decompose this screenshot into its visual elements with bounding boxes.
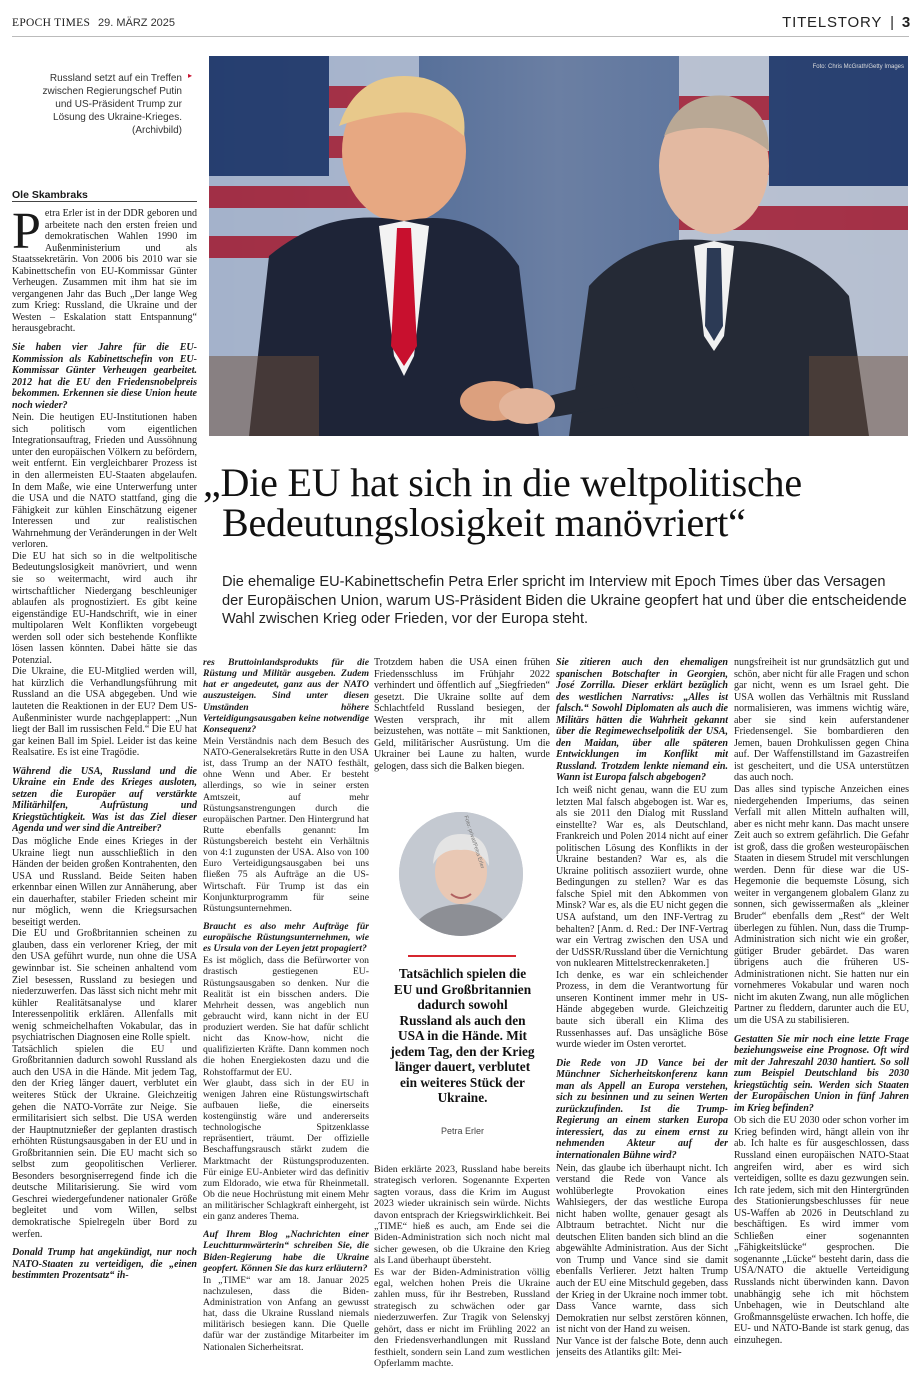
paragraph: Ob sich die EU 2030 oder schon vorher im Krieg befinden wird, hängt allein von ihr ab. Ich halte es für ausgeschlossen, dass Russland einen europäischen NATO-Staat angreifen wird, aber es wird sich verteidigen, sollte es dazu gezwungen sein. Ich rate jedem, sich mit den Hintergründen des Stationierungsbeschlusses für neue US-Waffen ab 2026 in Deutschland zu beschäftigen. Es wird immer vom Schließen einer sogenannten „Fähigkeitslücke“ gesprochen. Die sogenannte „Lücke“ besteht darin, dass die USA/NATO die aktuelle Verteidigung Russlands nicht überwinden kann. Davon unabhängig sehe ich mit höchstem Unbehagen, wie in Deutschland alte Großmannsgelüste erwachen. Ich hoffe, die EU- und NATO-Bande ist stark genug, das einzuhegen.: [734, 1115, 909, 1346]
standfirst: [222, 573, 907, 629]
section-separator: |: [890, 14, 895, 31]
headline-line-1: „Die EU hat sich in die weltpolitische: [203, 460, 802, 505]
interview-question: Gestatten Sie mir noch eine letzte Frage beziehungsweise eine Prognose. Oft wird mit der Jahreszahl 2030 hantiert. So soll zum Beispiel Deutschland bis 2030 kriegstüchtig sein. Werden sich Staaten der Europäischen Union in fünf Jahren im Krieg befinden?: [734, 1033, 909, 1114]
paragraph: In „TIME“ war am 18. Januar 2025 nachzulesen, dass die Biden-Administration von Anfang an gewusst hat, dass die Ukraine Russland niemals militärisch besiegen kann. Die Quelle dafür war der zuständige Mitarbeiter im Nationalen Sicherheitsrat.: [203, 1274, 369, 1353]
byline-divider: [12, 201, 197, 202]
portrait-credit: Foto: privat/Petra Erler: [462, 815, 486, 870]
interviewee-portrait: [399, 812, 523, 936]
paragraph: Die EU und Großbritannien scheinen zu glauben, dass ein verlorener Krieg, der mit den USA geführt wurde, nun ohne die USA gewinnbar ist. Sie scheinen anhaltend vom Ziel besessen, Russland zu besiegen und niederzuwerfen. Das lässt sich nicht mehr mit kühler Realitätsanalyse und klarer Interessenpolitik erklären. Allenfalls mit wenig schmeichelhaften Vokabular, das in psychiatrischen Diagnosen eine Rolle spielt.: [12, 928, 197, 1044]
standfirst-line-1: Die ehemalige EU-Kabinettschefin Petra Erler spricht im Interview mit Epoch Times über das Versagen: [222, 574, 886, 590]
interview-question: Sie zitieren auch den ehemaligen spanischen Botschafter in Georgien, José Zorrilla. Dieser erklärt bezüglich des westlichen Narrativs: „Alles ist falsch.“ Sowohl Diplomaten als auch die Militärs hätten die Wahrheit gekannt über die Regimewechselpolitik der USA, den Maidan, über alle späteren Entwicklungen im Konflikt mit Russland. Trotzdem lenkte niemand ein. Wann ist Europa falsch abgebogen?: [556, 657, 728, 784]
paragraph: Ich denke, es war ein schleichender Prozess, in dem die Verantwortung für unseren Kontinent immer mehr in US-Hände abgegeben wurde. Gleichzeitig baute sich überall ein Klima des Russenhasses auf. Das unsägliche Böse wurde wieder im Osten verortet.: [556, 969, 728, 1051]
paragraph: Tatsächlich spielen die EU und Großbritannien dadurch sowohl Russland als auch den USA in die Hände. Mit jedem Tag, den der Krieg länger dauert, verblutet ein weiteres Stück der Ukraine. Gleichzeitig gehen die NATO-Vorräte zur Neige. Sie ermilitarisiert sich selbst. Die USA werden der Hauptnutznießer der geplanten drastisch erhöhten Rüstungsausgaben in der EU und in Großbritannien sein. Die EU macht sich so selbst zum geopolitischen Verlierer. Besonders besorgniserregend finde ich die deutsche Militarisierung. Sie wird vom Geschrei wiedergefundener nationaler Größe begleitet und vom Willen, selbst demokratische Spielregeln über Bord zu werfen.: [12, 1043, 197, 1240]
interview-question: res Bruttoinlandsprodukts für die Rüstung und Militär ausgeben. Zudem hat er angedeutet, ganz aus der NATO auszusteigen. Sind unter diesen Umständen höhere Verteidigungsausgaben keine notwendige Konsequenz?: [203, 657, 369, 735]
section-name: TITELSTORY: [782, 14, 883, 31]
headline-line-2: Bedeutungslosigkeit manövriert“: [222, 500, 746, 545]
article-column-3-bottom: [374, 1164, 550, 1368]
lead-photo: [209, 56, 908, 436]
handshake-photo-illustration: [209, 56, 908, 436]
article-column-4: [556, 657, 728, 1368]
page-number: 3: [901, 14, 911, 31]
interview-question: Donald Trump hat angekündigt, nur noch NATO-Staaten zu verteidigen, die „einen bestimmten Prozentsatz“ ih-: [12, 1247, 197, 1282]
headline: [203, 460, 909, 545]
paragraph: Wer glaubt, dass sich in der EU in wenigen Jahren eine Rüstungswirtschaft aufbauen ließe, die einerseits kostengünstig wäre und andererseits technologische Spitzenklasse repräsentiert, träumt. Der offizielle Beschaffungsrausch stärkt zudem die Marktmacht der Rüstungsproduzenten. Für einige EU-Anbieter wird das definitiv zum Eldorado, wie etwa für Rheinmetall. Ob die neue Hochrüstung mit einem Mehr an militärischer Schlagkraft einhergeht, ist ein ganz anderes Thema.: [203, 1077, 369, 1223]
standfirst-line-2: der Europäischen Union, warum US-Präsident Biden die Ukraine geopfert hat und über die entscheidende: [222, 592, 907, 609]
paragraph: Nur Vance ist der falsche Bote, denn auch jenseits des Atlantiks gilt: Mei-: [556, 1335, 728, 1359]
header-divider: [12, 36, 909, 37]
article-column-5: [734, 657, 909, 1368]
pullquote-attribution: Petra Erler: [440, 1126, 484, 1136]
paragraph: Nein, das glaube ich überhaupt nicht. Ich verstand die Rede von Vance als wohlüberlegte Provokation eines Wahlsiegers, der das westliche Europa nicht haben wollte, genauer gesagt als Albtraum betrachtet. Nicht nur die deutschen Eliten banden sich blind an die abgewählte Administration. Aus der Sicht von Trump und Vance sind sie damit ebenfalls Verlierer. Jetzt halten Trump auch der EU eine Mitschuld gegeben, dass der Krieg in der Ukraine noch immer tobt. Dass Vance warnte, dass sich Demokratien nur selbst zerstören können, ist nicht von der Hand zu weisen.: [556, 1162, 728, 1336]
photo-caption: Russland setzt auf ein Treffen zwischen Regierungschef Putin und US-Präsident Trump zur Lösung des Ukraine-Krieges. (Archivbild): [42, 73, 182, 136]
brand-logo: EPOCH TIMES: [12, 17, 91, 29]
interview-question: Auf Ihrem Blog „Nachrichten einer Leuchtturmwärterin“ schreiben Sie, die Biden-Regierung habe die Ukraine geopfert. Können Sie das kurz erläutern?: [203, 1229, 369, 1274]
paragraph: Es ist möglich, dass die Befürworter von drastisch gestiegenen EU-Rüstungsausgaben so denken. Nur die Realität ist ein bisschen anders. Die Mehrheit dessen, was angeblich nun gebraucht wird, kann nicht in der EU produziert werden. Sie hat dafür schlicht nicht das Know-how, nicht die qualifizierten Kräfte. Dann kommen noch die hohen Energiekosten dazu und die Rohstoffarmut der EU.: [203, 955, 369, 1078]
section-label: [782, 14, 911, 31]
author-byline: Ole Skambraks: [12, 189, 88, 201]
page-header: [12, 14, 911, 34]
paragraph: Das mögliche Ende eines Krieges in der Ukraine liegt nun ausschließlich in den Händen der beiden großen Kontrahenten, den USA und Russland. Beide Seiten haben erkennbar einen Willen zur Annäherung, aber ein dauerhafter, stabiler Frieden scheint mir nur möglich, wenn die Kriegsursachen beseitigt werden.: [12, 835, 197, 928]
paragraph: Mein Verständnis nach dem Besuch des NATO-Generalsekretärs Rutte in den USA ist, dass Trump an der NATO festhält, ohne Wenn und Aber. Er besteht allerdings, so wie in seiner ersten Amtszeit, auf mehr Rüstungsanstrengungen durch die europäischen Partner. Den Hintergrund hat Rutte ebenfalls genannt: Im Rüstungsbereich besteht ein Verhältnis von 4:1 zugunsten der USA. Also von 100 Euro Verteidigungsausgaben bei uns fließen 75 als Aufträge an die US-Wirtschaft. Für Trump ist das ein Konjunkturprogramm für seine Rüstungsunternehmen.: [203, 735, 369, 914]
pullquote-accent-bar: [408, 955, 516, 957]
article-column-3-top: [374, 657, 550, 802]
paragraph: nungsfreiheit ist nur grundsätzlich gut und schön, aber nicht für alle Fragen und schon gar nicht, wenn es um Israel geht. Die USA wollen das Verhältnis mit Russland normalisieren, was immens wichtig wäre, aber sie sind kein auferstandener Friedensengel. Sie bombardieren den Jemen, bauen Drohkulissen gegen China auf. Der Waffenstillstand im Gazastreifen ist gescheitert, und die USA unterstützen das auch noch.: [734, 657, 909, 784]
photo-credit: Foto: Chris McGrath/Getty Images: [812, 64, 904, 70]
paragraph: Nein. Die heutigen EU-Institutionen haben sich politisch vom eigentlichen Integrationsauftrag, Frieden und Aussöhnung unter den europäischen Völkern zu befördern, weit entfernt. Ein vergleichbarer Prozess ist in den allermeisten EU-Staaten abgelaufen. In dem Maße, wie eine Unterwerfung unter die USA und die NATO stattfand, ging die Fähigkeit zur kühlen Einschätzung eigener Interessen und zur realistischen Wahrnehmung der Veränderungen in der Welt verloren.: [12, 412, 197, 551]
interview-question: Braucht es also mehr Aufträge für europäische Rüstungsunternehmen, wie es Ursula von der Leyen jetzt propagiert?: [203, 920, 369, 955]
issue-date: 29. MÄRZ 2025: [98, 17, 176, 29]
paragraph: Biden erklärte 2023, Russland habe bereits strategisch verloren. Sogenannte Experten sagten voraus, dass die Krim im August 2023 wieder ukrainisch sein würde. Nichts davon entsprach der Kriegswirklichkeit. Bei „TIME“ hieß es auch, am Ende sei die Biden-Administration sich noch nicht mal sicher gewesen, ob die Ukraine den Krieg als Land überhaupt übersteht.: [374, 1164, 550, 1267]
paragraph: etra Erler ist in der DDR geboren und arbeitete nach den ersten freien und demokratischen Wahlen 1990 im Außenministerium und als Staatssekretärin. Von 2006 bis 2010 war sie Kabinettschefin von EU-Kommissar Günter Verheugen. Zusammen mit ihm hat sie im vergangenen Jahr das Buch „Der lange Weg zum Krieg: Russland, die Ukraine und der Westen – Eskalation statt Entspannung“ herausgebracht.: [12, 208, 197, 335]
paragraph: Die Ukraine, die EU-Mitglied werden will, hat kürzlich die Verhandlungsführung mit Russland an die USA abgegeben. Und wie lauteten die Reaktionen in der EU? Dem US-Außenminister wurde nachgeplappert: „Nun liegt der Ball im russischen Feld.“ Die EU hat gar keinen Ball im Spiel. Leider ist das keine Realsatire. Es ist eine Tragödie.: [12, 666, 197, 759]
article-column-1: [12, 208, 197, 1368]
article-column-2: [203, 657, 369, 1368]
portrait-illustration: [399, 812, 523, 936]
paragraph: Die EU hat sich so in die weltpolitische Bedeutungslosigkeit manövriert, und wenn sie so weitermacht, wird auch ihr wirtschaftlicher Niedergang beschleuniger ablaufen als prognostiziert. Es gibt keine eigenständige EU-Handschrift, wie in einer multipolaren Welt Konflikten vorgebeugt werden soll oder sich bestehende Konflikte lösen lassen könnten. Dabei hätte sie das Potenzial.: [12, 550, 197, 666]
paragraph: Es war der Biden-Administration völlig egal, welchen hohen Preis die Ukraine zahlen muss, für ihr Bestreben, Russland strategisch zu schwächen oder gar niederzuwerfen. Zur Tragik von Selenskyj gehört, dass er nicht im Frühling 2022 an den Friedensverhandlungen mit Russland festhielt, sondern sein Land zum westlichen Opferlamm machte.: [374, 1266, 550, 1368]
drop-cap: P: [12, 208, 41, 260]
interview-question: Die Rede von JD Vance bei der Münchner Sicherheitskonferenz kann man als Appell an Europa verstehen, sich zu besinnen und zu seinen Werten zurückzufinden. Ist die Trump-Regierung an einem starken Europa interessiert, das zu einem ernst zu nehmenden Akteur auf der internationalen Bühne wird?: [556, 1057, 728, 1161]
standfirst-line-3: Wahl zwischen Krieg oder Frieden, vor der Europa steht.: [222, 611, 589, 628]
paragraph: Das alles sind typische Anzeichen eines niedergehenden Imperiums, das seinen Verfall mit allen Mitteln aufhalten will, aber es nicht mehr kann. Das macht unsere Zeit auch so extrem gefährlich. Die Gefahr ist groß, dass die großen westeuropäischen Staaten in diesem Strudel mit verschlungen werden. Denn für diese war die US-Hegemonie die bequemste Lösung, sich weiter in vergangenem globalem Glanz zu sonnen, sich gewissermaßen als „kleiner Bruder“ ebenfalls dem „Rest“ der Welt überlegen zu fühlen. Nun, dass die Trump-Administration sich nicht wie ein großer, gütiger Bruder gebärdet. Das waren übrigens auch die früheren US-Administrationen nicht. Sie hatten nur ein vornehmeres Vokabular und waren noch nicht im akuten Zwang, nun alle möglichen Partner zu fleddern, darunter auch die EU, um die USA zu stabilisieren.: [734, 784, 909, 1026]
pullquote-text: Tatsächlich spielen die EU und Großbritannien dadurch sowohl Russland als auch den USA in die Hände. Mit jedem Tag, den der Krieg länger dauert, verblutet ein weiteres Stück der Ukraine.: [390, 966, 535, 1105]
caption-arrow-icon: ▸: [188, 71, 193, 80]
interview-question: Während die USA, Russland und die Ukraine ein Ende des Krieges ausloten, setzen die Europäer auf verstärkte Militärhilfen, Aufrüstung und Kriegstüchtigkeit. Was ist das Ziel dieser Agenda und wer sind die Antreiber?: [12, 765, 197, 835]
interview-question: Sie haben vier Jahre für die EU-Kommission als Kabinettschefin von EU-Kommissar Günter Verheugen gearbeitet. 2012 hat die EU den Friedensnobelpreis bekommen. Erkennen sie diese Union heute noch wieder?: [12, 342, 197, 411]
paragraph: Trotzdem haben die USA einen frühen Friedensschluss im Frühjahr 2022 verhindert und öffentlich auf „Siegfrieden“ gesetzt. Die Ukraine sollte auf dem Schlachtfeld Russland besiegen, der Westen versprach, ihr mit allem beizustehen, was nottäte – mit Sanktionen, Geld, militärischer Ausrüstung. Um die Ukrainer bei Laune zu halten, wurde gelogen, dass sich die Balken biegen.: [374, 657, 550, 772]
paragraph: Ich weiß nicht genau, wann die EU zum letzten Mal falsch abgebogen ist. War es, als sie 2011 den Dialog mit Russland einstellte? War es, als Deutschland, Frankreich und Polen 2014 nicht auf einer politischen Lösung des Konflikts in der Ukraine bestanden? War es, als die Ukraine politisch assoziiert wurde, ohne Bedingungen zu stellen? War es das falsche Spiel mit den Abkommen von Minsk? War es, als die EU nicht gegen die USA aufstand, um den INF-Vertrag zu behalten? [Anm. d. Red.: Der INF-Vertrag war ein Vertrag zwischen den USA und der UdSSR/Russland über die Vernichtung von nuklearen Mittelstreckenraketen.]: [556, 785, 728, 970]
